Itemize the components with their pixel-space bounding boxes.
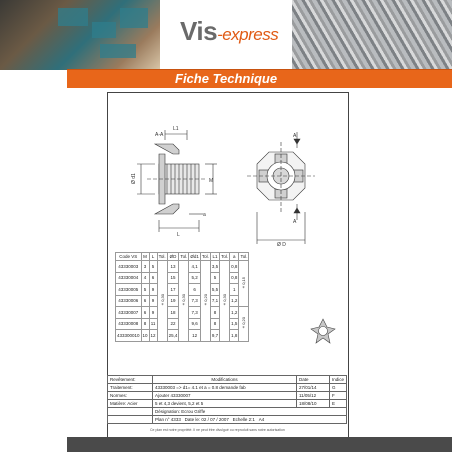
col-header: Code VS [116, 253, 142, 261]
header-photo-workshop [0, 0, 160, 70]
title-banner [67, 69, 452, 88]
header [0, 0, 452, 70]
table-row [116, 261, 249, 273]
cell-l: 9 [149, 295, 157, 307]
title-block-row [108, 376, 347, 384]
cell-d1: 9,6 [189, 318, 201, 330]
col-header: a [230, 253, 239, 261]
cell-L1: 5 [210, 272, 219, 284]
tol-L: ±0,30 [157, 261, 167, 342]
cell-code: 43330005 [116, 284, 142, 296]
title-block-row [108, 416, 347, 424]
tol-L1: ±0,30 [220, 261, 230, 342]
banner-title: Fiche Technique [175, 71, 278, 86]
cell-index: Indice [329, 376, 346, 384]
nut-3d-view [310, 318, 336, 344]
dim-d1: Ø d1 [131, 173, 137, 184]
section-mark-top: A [293, 133, 297, 139]
col-header: L1 [210, 253, 219, 261]
cell-D: 13 [167, 261, 179, 273]
cell-code: 43330006 [116, 295, 142, 307]
cell-l: 9 [149, 284, 157, 296]
cell-m: 6 [141, 307, 149, 319]
cell-m: 3 [141, 261, 149, 273]
cell-D: 22 [167, 318, 179, 330]
cell-a: 1,5 [230, 318, 239, 330]
cell-code: 43330004 [116, 272, 142, 284]
cell-a: 1,8 [230, 330, 239, 342]
cell-D: 17 [167, 284, 179, 296]
cell-d1: 5,2 [189, 272, 201, 284]
cell-code: 43330007 [116, 307, 142, 319]
col-header: Tol. [158, 254, 166, 259]
cell-l: 11 [149, 318, 157, 330]
cell-l: 9 [149, 307, 157, 319]
title-block-row [108, 408, 347, 416]
col-header: Tol. [240, 254, 248, 259]
cell-date: Date [296, 376, 329, 384]
cell-modification: Ajouter 43330007 [153, 392, 297, 400]
tol-a: ±0,15 [239, 261, 249, 307]
cell-index: G [329, 384, 346, 392]
title-block-row [108, 400, 347, 408]
tol-d1: ±0,20 [200, 261, 210, 342]
cell-l: 12 [149, 330, 157, 342]
cell-D: 25,4 [167, 330, 179, 342]
cell-a: 0,8 [230, 261, 239, 273]
col-header: Ød1 [190, 254, 199, 259]
col-header: Tol. [221, 254, 229, 259]
cell-m: 10 [141, 330, 149, 342]
cell-date: 27/01/14 [296, 384, 329, 392]
table-header-row [116, 253, 249, 261]
cell-L1: 9,7 [210, 330, 219, 342]
cell-modification: 5 et 4,3 devient, 5,2 et 5 [153, 400, 297, 408]
cell-code: 43330003 [116, 261, 142, 273]
title-block-row [108, 384, 347, 392]
header-photo-screws [292, 0, 452, 70]
cell-a: 0,8 [230, 272, 239, 284]
plan-scale: Echelle 2:1 [232, 417, 255, 422]
dim-L: L [177, 232, 180, 238]
cell-L1: 8 [210, 307, 219, 319]
cell-a: 1,2 [230, 295, 239, 307]
cell-index: F [329, 392, 346, 400]
title-block [107, 375, 347, 424]
col-header: Tol. [201, 254, 209, 259]
cell-label: Normes: [108, 392, 153, 400]
cell-m: 8 [141, 318, 149, 330]
brand-logo: Vis-express [180, 16, 279, 46]
technical-drawing [107, 92, 347, 252]
cell-modification: 43330003 => d1= 4.1 et a = 0.8 demande fab [153, 384, 297, 392]
cell-L1: 3,5 [210, 261, 219, 273]
plan-info [153, 416, 347, 424]
plan-format: A4 [258, 417, 265, 422]
dimension-table [115, 252, 249, 342]
cell-modification: Modifications [153, 376, 297, 384]
cell-d1: 7,3 [189, 295, 201, 307]
footer-bar [67, 437, 452, 452]
cell-label: Traitement: [108, 384, 153, 392]
tol-a-2: ±0,20 [239, 307, 249, 342]
col-header: ØD [167, 253, 179, 261]
dim-M: M [209, 178, 214, 184]
cell-D: 15 [167, 272, 179, 284]
cell-m: 4 [141, 272, 149, 284]
ownership-footnote: Ce plan est notre propriété. Il ne peut être divulgué ou reproduit sans notre autorisation [150, 428, 285, 432]
cell-L1: 7,1 [210, 295, 219, 307]
title-block-row [108, 392, 347, 400]
dim-L1: L1 [173, 126, 179, 132]
cell-m: 6 [141, 295, 149, 307]
cell-index: E [329, 400, 346, 408]
cell-d1: 12 [189, 330, 201, 342]
dim-D: Ø D [277, 242, 286, 248]
cell-d1: 6 [189, 284, 201, 296]
tol-D: ±0,30 [179, 261, 189, 342]
section-mark-bottom: A [293, 219, 297, 225]
section-label: A-A [155, 132, 164, 138]
col-header: L [149, 253, 157, 261]
cell-l: 5 [149, 261, 157, 273]
cell-L1: 5,5 [210, 284, 219, 296]
cell-d1: 7,3 [189, 307, 201, 319]
cell-d1: 4,1 [189, 261, 201, 273]
cell-date: 18/08/10 [296, 400, 329, 408]
col-header: Tol. [180, 254, 188, 259]
cell-code: 43330008 [116, 318, 142, 330]
cell-m: 5 [141, 284, 149, 296]
cell-code: 433300010 [116, 330, 142, 342]
plan-date: Date le: 02 / 07 / 2007 [184, 417, 229, 422]
dim-a: a [203, 212, 206, 218]
cell-label: Matière: Acier [108, 400, 153, 408]
cell-a: 1 [230, 284, 239, 296]
col-header: M [141, 253, 149, 261]
cell-a: 1,2 [230, 307, 239, 319]
cell-D: 19 [167, 295, 179, 307]
designation: Désignation: Ecrou Griffe [153, 408, 347, 416]
cell-L1: 8 [210, 318, 219, 330]
cell-l: 6 [149, 272, 157, 284]
cell-label: Revêtement: [108, 376, 153, 384]
cell-D: 18 [167, 307, 179, 319]
cell-date: 11/05/12 [296, 392, 329, 400]
plan-number: Plan n° 4333 [155, 417, 181, 422]
